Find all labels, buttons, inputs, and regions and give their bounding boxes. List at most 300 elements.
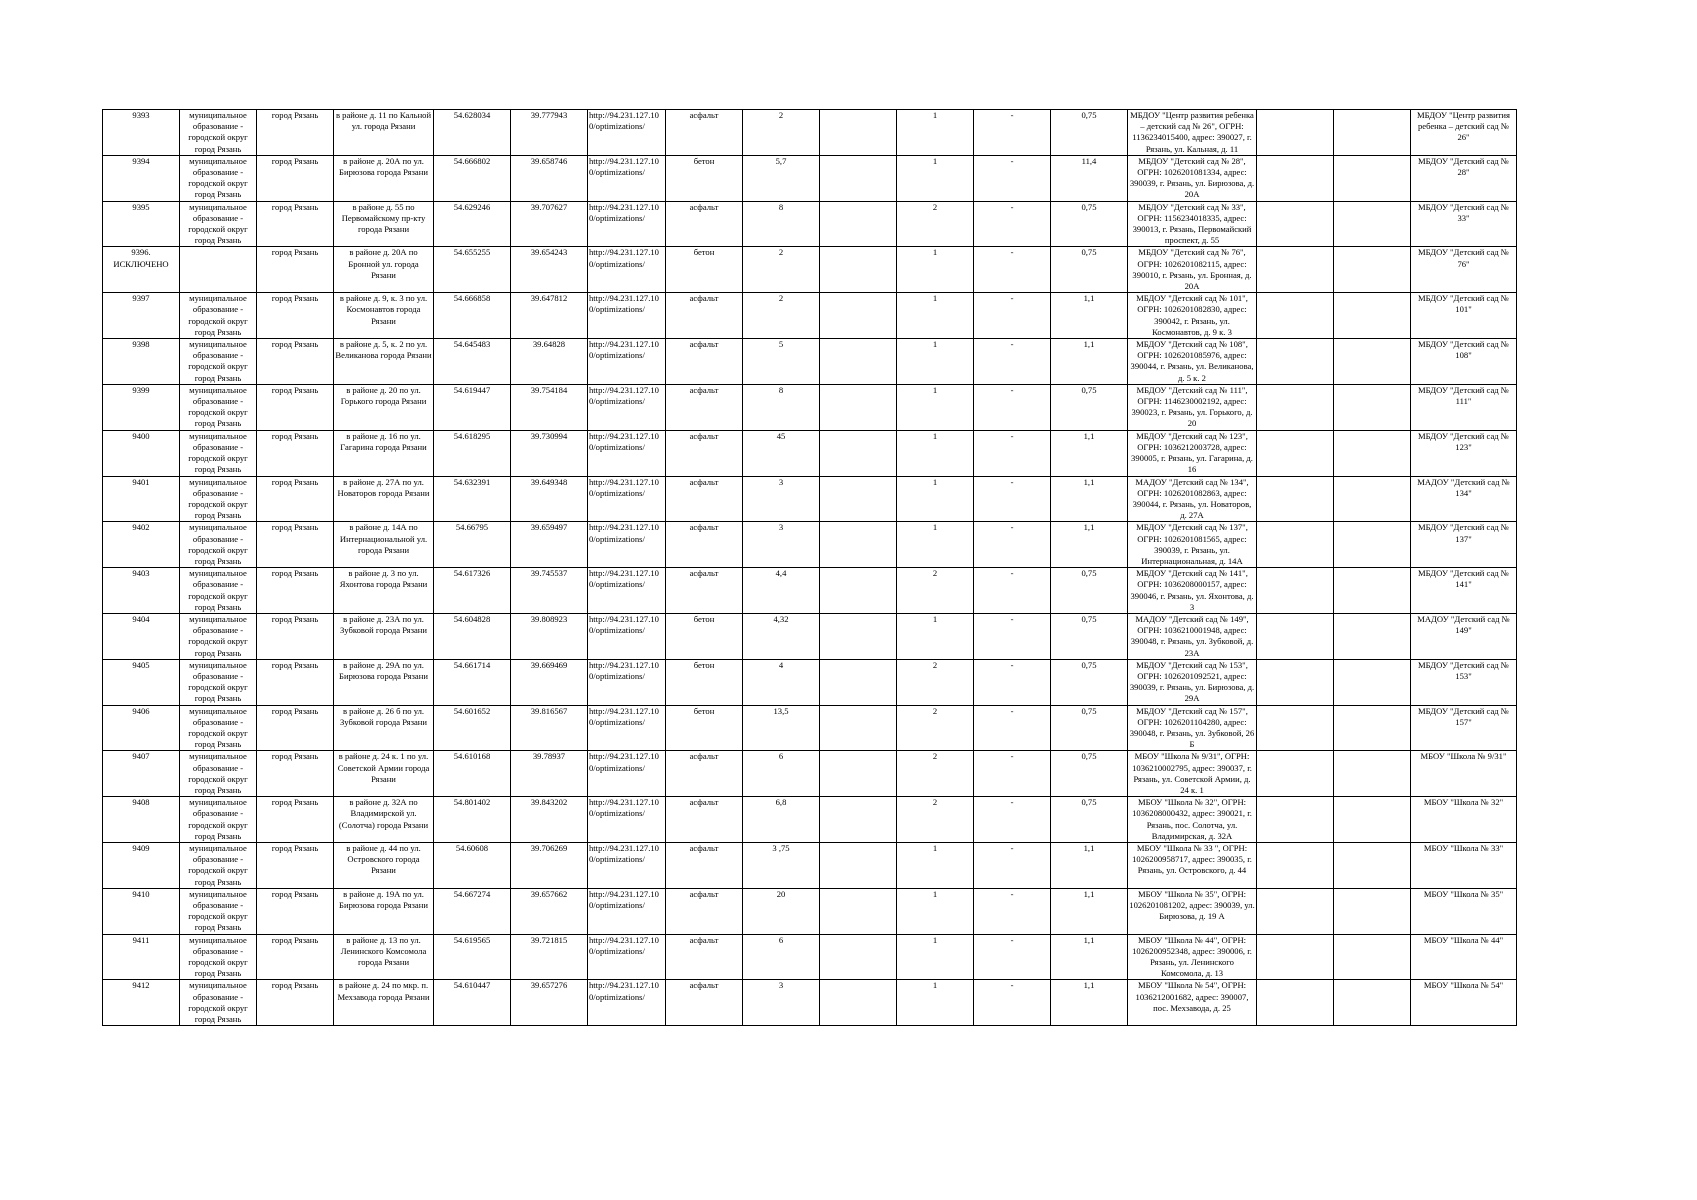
surface-cell: асфальт <box>666 430 743 476</box>
row-number-cell: 9405 <box>103 659 180 705</box>
locality-cell: город Рязань <box>257 476 334 522</box>
table-row <box>103 934 1517 980</box>
empty-cell <box>1334 201 1411 247</box>
latitude-cell: 54.628034 <box>434 110 511 156</box>
location-cell: в районе д. 11 по Кальной ул. города Рязани <box>334 110 434 156</box>
empty-cell <box>820 659 897 705</box>
municipality-cell: муниципальное образование - городской округ город Рязань <box>180 797 257 843</box>
surface-cell: асфальт <box>666 980 743 1026</box>
location-cell: в районе д. 20А по Бронной ул. города Рязани <box>334 247 434 293</box>
link-cell: http://94.231.127.10 0/optimizations/ <box>588 613 666 659</box>
empty-cell <box>820 980 897 1026</box>
owner-cell: МБОУ "Школа № 9/31", ОГРН: 1036210002795, адрес: 390037, г. Рязань, ул. Советской Армии, д. 24 к. 1 <box>1128 751 1257 797</box>
volume-cell: 1,1 <box>1051 522 1128 568</box>
municipality-cell: муниципальное образование - городской округ город Рязань <box>180 934 257 980</box>
source-org-cell: МБОУ "Школа № 44" <box>1411 934 1517 980</box>
containers-cell: 2 <box>897 705 974 751</box>
empty-cell <box>820 155 897 201</box>
location-cell: в районе д. 23А по ул. Зубковой города Рязани <box>334 613 434 659</box>
link-cell: http://94.231.127.10 0/optimizations/ <box>588 705 666 751</box>
volume-cell: 11,4 <box>1051 155 1128 201</box>
longitude-cell: 39.657662 <box>511 888 588 934</box>
locality-cell: город Рязань <box>257 430 334 476</box>
owner-cell: МБДОУ "Детский сад № 33", ОГРН: 1156234018335, адрес: 390013, г. Рязань, Первомайский проспект, д. 55 <box>1128 201 1257 247</box>
source-org-cell: МБДОУ "Детский сад № 153" <box>1411 659 1517 705</box>
owner-cell: МБДОУ "Детский сад № 137", ОГРН: 1026201081565, адрес: 390039, г. Рязань, ул. Интернациональная, д. 14А <box>1128 522 1257 568</box>
location-cell: в районе д. 29А по ул. Бирюзова города Рязани <box>334 659 434 705</box>
surface-cell: асфальт <box>666 201 743 247</box>
surface-cell: асфальт <box>666 934 743 980</box>
municipality-cell: муниципальное образование - городской округ город Рязань <box>180 568 257 614</box>
volume-cell: 1,1 <box>1051 430 1128 476</box>
latitude-cell: 54.618295 <box>434 430 511 476</box>
area-cell: 4 <box>743 659 820 705</box>
area-cell: 45 <box>743 430 820 476</box>
link-cell: http://94.231.127.10 0/optimizations/ <box>588 476 666 522</box>
source-org-cell: МБОУ "Школа № 54" <box>1411 980 1517 1026</box>
row-number-cell: 9394 <box>103 155 180 201</box>
latitude-cell: 54.645483 <box>434 339 511 385</box>
area-cell: 2 <box>743 247 820 293</box>
link-cell: http://94.231.127.10 0/optimizations/ <box>588 339 666 385</box>
latitude-cell: 54.619447 <box>434 384 511 430</box>
surface-cell: асфальт <box>666 751 743 797</box>
area-cell: 20 <box>743 888 820 934</box>
longitude-cell: 39.706269 <box>511 843 588 889</box>
empty-cell <box>1257 155 1334 201</box>
link-cell: http://94.231.127.10 0/optimizations/ <box>588 247 666 293</box>
longitude-cell: 39.745537 <box>511 568 588 614</box>
surface-cell: бетон <box>666 705 743 751</box>
table-row <box>103 888 1517 934</box>
location-cell: в районе д. 27А по ул. Новаторов города Рязани <box>334 476 434 522</box>
municipality-cell: муниципальное образование - городской округ город Рязань <box>180 430 257 476</box>
volume-cell: 0,75 <box>1051 613 1128 659</box>
row-number-cell: 9410 <box>103 888 180 934</box>
municipality-cell: муниципальное образование - городской округ город Рязань <box>180 155 257 201</box>
longitude-cell: 39.654243 <box>511 247 588 293</box>
area-cell: 4,4 <box>743 568 820 614</box>
empty-cell <box>1334 293 1411 339</box>
source-org-cell: МБДОУ "Детский сад № 111" <box>1411 384 1517 430</box>
volume-cell: 0,75 <box>1051 384 1128 430</box>
volume-cell: 1,1 <box>1051 843 1128 889</box>
location-cell: в районе д. 16 по ул. Гагарина города Рязани <box>334 430 434 476</box>
volume-cell: 1,1 <box>1051 888 1128 934</box>
empty-cell <box>1334 339 1411 385</box>
owner-cell: МБОУ "Школа № 32", ОГРН: 1036208000432, адрес: 390021, г. Рязань, пос. Солотча, ул. Владимирская, д. 32А <box>1128 797 1257 843</box>
link-cell: http://94.231.127.10 0/optimizations/ <box>588 110 666 156</box>
link-cell: http://94.231.127.10 0/optimizations/ <box>588 659 666 705</box>
volume-cell: 0,75 <box>1051 247 1128 293</box>
locality-cell: город Рязань <box>257 293 334 339</box>
empty-cell <box>1334 476 1411 522</box>
longitude-cell: 39.657276 <box>511 980 588 1026</box>
containers-cell: 1 <box>897 613 974 659</box>
source-org-cell: МБДОУ "Детский сад № 101" <box>1411 293 1517 339</box>
longitude-cell: 39.649348 <box>511 476 588 522</box>
volume-cell: 1,1 <box>1051 934 1128 980</box>
latitude-cell: 54.610168 <box>434 751 511 797</box>
table-row <box>103 980 1517 1026</box>
empty-cell <box>1334 613 1411 659</box>
municipality-cell: муниципальное образование - городской округ город Рязань <box>180 980 257 1026</box>
dash-cell: - <box>974 384 1051 430</box>
empty-cell <box>1334 980 1411 1026</box>
locality-cell: город Рязань <box>257 384 334 430</box>
table-row <box>103 522 1517 568</box>
empty-cell <box>1257 339 1334 385</box>
latitude-cell: 54.655255 <box>434 247 511 293</box>
containers-cell: 1 <box>897 430 974 476</box>
row-number-cell: 9401 <box>103 476 180 522</box>
volume-cell: 0,75 <box>1051 659 1128 705</box>
empty-cell <box>1257 888 1334 934</box>
area-cell: 13,5 <box>743 705 820 751</box>
volume-cell: 1,1 <box>1051 293 1128 339</box>
source-org-cell: МБОУ "Школа № 35" <box>1411 888 1517 934</box>
area-cell: 8 <box>743 201 820 247</box>
locality-cell: город Рязань <box>257 659 334 705</box>
row-number-cell: 9407 <box>103 751 180 797</box>
longitude-cell: 39.777943 <box>511 110 588 156</box>
dash-cell: - <box>974 568 1051 614</box>
longitude-cell: 39.658746 <box>511 155 588 201</box>
empty-cell <box>1257 797 1334 843</box>
area-cell: 3 <box>743 522 820 568</box>
owner-cell: МБДОУ "Детский сад № 157", ОГРН: 1026201104280, адрес: 390048, г. Рязань, ул. Зубковой, 26 Б <box>1128 705 1257 751</box>
containers-cell: 1 <box>897 384 974 430</box>
longitude-cell: 39.808923 <box>511 613 588 659</box>
row-number-cell: 9406 <box>103 705 180 751</box>
table-row <box>103 384 1517 430</box>
link-cell: http://94.231.127.10 0/optimizations/ <box>588 751 666 797</box>
dash-cell: - <box>974 888 1051 934</box>
location-cell: в районе д. 20А по ул. Бирюзова города Рязани <box>334 155 434 201</box>
empty-cell <box>820 476 897 522</box>
empty-cell <box>820 751 897 797</box>
surface-cell: бетон <box>666 155 743 201</box>
table-row <box>103 705 1517 751</box>
location-cell: в районе д. 13 по ул. Ленинского Комсомола города Рязани <box>334 934 434 980</box>
municipality-cell: муниципальное образование - городской округ город Рязань <box>180 522 257 568</box>
table-row <box>103 843 1517 889</box>
surface-cell: асфальт <box>666 797 743 843</box>
containers-cell: 1 <box>897 980 974 1026</box>
area-cell: 8 <box>743 384 820 430</box>
empty-cell <box>1257 201 1334 247</box>
locality-cell: город Рязань <box>257 110 334 156</box>
table-body <box>103 110 1517 1026</box>
row-number-cell: 9409 <box>103 843 180 889</box>
locality-cell: город Рязань <box>257 934 334 980</box>
owner-cell: МБДОУ "Детский сад № 101", ОГРН: 1026201082830, адрес: 390042, г. Рязань, ул. Космонавтов, д. 9 к. 3 <box>1128 293 1257 339</box>
longitude-cell: 39.669469 <box>511 659 588 705</box>
empty-cell <box>1334 568 1411 614</box>
containers-cell: 1 <box>897 293 974 339</box>
table-row <box>103 568 1517 614</box>
containers-cell: 1 <box>897 476 974 522</box>
surface-cell: асфальт <box>666 568 743 614</box>
dash-cell: - <box>974 293 1051 339</box>
area-cell: 5,7 <box>743 155 820 201</box>
empty-cell <box>1334 110 1411 156</box>
table-row <box>103 201 1517 247</box>
empty-cell <box>1257 430 1334 476</box>
location-cell: в районе д. 19А по ул. Бирюзова города Рязани <box>334 888 434 934</box>
link-cell: http://94.231.127.10 0/optimizations/ <box>588 568 666 614</box>
volume-cell: 0,75 <box>1051 797 1128 843</box>
surface-cell: асфальт <box>666 476 743 522</box>
table-row <box>103 613 1517 659</box>
locality-cell: город Рязань <box>257 613 334 659</box>
table-row <box>103 110 1517 156</box>
table-row <box>103 659 1517 705</box>
owner-cell: МБДОУ "Детский сад № 28", ОГРН: 1026201081334, адрес: 390039, г. Рязань, ул. Бирюзова, д. 20А <box>1128 155 1257 201</box>
row-number-cell: 9411 <box>103 934 180 980</box>
area-cell: 3 <box>743 980 820 1026</box>
empty-cell <box>1257 751 1334 797</box>
row-number-cell: 9395 <box>103 201 180 247</box>
latitude-cell: 54.666802 <box>434 155 511 201</box>
location-cell: в районе д. 9, к. 3 по ул. Космонавтов города Рязани <box>334 293 434 339</box>
empty-cell <box>1334 797 1411 843</box>
data-table <box>102 109 1517 1026</box>
longitude-cell: 39.78937 <box>511 751 588 797</box>
empty-cell <box>1334 522 1411 568</box>
link-cell: http://94.231.127.10 0/optimizations/ <box>588 888 666 934</box>
row-number-cell: 9402 <box>103 522 180 568</box>
empty-cell <box>1334 430 1411 476</box>
empty-cell <box>1257 476 1334 522</box>
longitude-cell: 39.816567 <box>511 705 588 751</box>
surface-cell: бетон <box>666 613 743 659</box>
surface-cell: асфальт <box>666 110 743 156</box>
row-number-cell: 9396. ИСКЛЮЧЕНО <box>103 247 180 293</box>
empty-cell <box>820 568 897 614</box>
municipality-cell: муниципальное образование - городской округ город Рязань <box>180 705 257 751</box>
longitude-cell: 39.647812 <box>511 293 588 339</box>
link-cell: http://94.231.127.10 0/optimizations/ <box>588 430 666 476</box>
surface-cell: бетон <box>666 659 743 705</box>
municipality-cell <box>180 247 257 293</box>
location-cell: в районе д. 55 по Первомайскому пр-кту города Рязани <box>334 201 434 247</box>
longitude-cell: 39.754184 <box>511 384 588 430</box>
empty-cell <box>1257 613 1334 659</box>
empty-cell <box>1257 568 1334 614</box>
containers-cell: 1 <box>897 247 974 293</box>
source-org-cell: МБДОУ "Детский сад № 157" <box>1411 705 1517 751</box>
empty-cell <box>820 843 897 889</box>
latitude-cell: 54.801402 <box>434 797 511 843</box>
source-org-cell: МБДОУ "Детский сад № 141" <box>1411 568 1517 614</box>
municipality-cell: муниципальное образование - городской округ город Рязань <box>180 659 257 705</box>
table-row <box>103 247 1517 293</box>
dash-cell: - <box>974 980 1051 1026</box>
containers-cell: 2 <box>897 659 974 705</box>
location-cell: в районе д. 32А по Владимирской ул. (Солотча) города Рязани <box>334 797 434 843</box>
empty-cell <box>820 705 897 751</box>
table-row <box>103 430 1517 476</box>
table-row <box>103 751 1517 797</box>
locality-cell: город Рязань <box>257 568 334 614</box>
empty-cell <box>820 797 897 843</box>
location-cell: в районе д. 24 к. 1 по ул. Советской Армии города Рязани <box>334 751 434 797</box>
location-cell: в районе д. 5, к. 2 по ул. Великанова города Рязани <box>334 339 434 385</box>
location-cell: в районе д. 24 по мкр. п. Мехзавода города Рязани <box>334 980 434 1026</box>
table-row <box>103 155 1517 201</box>
locality-cell: город Рязань <box>257 888 334 934</box>
empty-cell <box>820 888 897 934</box>
volume-cell: 1,1 <box>1051 980 1128 1026</box>
empty-cell <box>1257 293 1334 339</box>
empty-cell <box>1257 659 1334 705</box>
empty-cell <box>1257 980 1334 1026</box>
source-org-cell: МБДОУ "Детский сад № 76" <box>1411 247 1517 293</box>
location-cell: в районе д. 20 по ул. Горького города Рязани <box>334 384 434 430</box>
containers-cell: 2 <box>897 201 974 247</box>
dash-cell: - <box>974 705 1051 751</box>
latitude-cell: 54.610447 <box>434 980 511 1026</box>
longitude-cell: 39.707627 <box>511 201 588 247</box>
owner-cell: МБДОУ "Детский сад № 141", ОГРН: 1036208000157, адрес: 390046, г. Рязань, ул. Яхонтова, д. 3 <box>1128 568 1257 614</box>
area-cell: 3 ,75 <box>743 843 820 889</box>
area-cell: 3 <box>743 476 820 522</box>
row-number-cell: 9403 <box>103 568 180 614</box>
empty-cell <box>1334 888 1411 934</box>
latitude-cell: 54.666858 <box>434 293 511 339</box>
row-number-cell: 9412 <box>103 980 180 1026</box>
dash-cell: - <box>974 339 1051 385</box>
owner-cell: МБДОУ "Детский сад № 108", ОГРН: 1026201085976, адрес: 390044, г. Рязань, ул. Великанова, д. 5 к. 2 <box>1128 339 1257 385</box>
dash-cell: - <box>974 613 1051 659</box>
containers-cell: 1 <box>897 934 974 980</box>
municipality-cell: муниципальное образование - городской округ город Рязань <box>180 110 257 156</box>
area-cell: 6,8 <box>743 797 820 843</box>
longitude-cell: 39.843202 <box>511 797 588 843</box>
surface-cell: асфальт <box>666 384 743 430</box>
latitude-cell: 54.60608 <box>434 843 511 889</box>
empty-cell <box>1257 247 1334 293</box>
locality-cell: город Рязань <box>257 522 334 568</box>
dash-cell: - <box>974 522 1051 568</box>
surface-cell: асфальт <box>666 293 743 339</box>
longitude-cell: 39.659497 <box>511 522 588 568</box>
empty-cell <box>1334 751 1411 797</box>
link-cell: http://94.231.127.10 0/optimizations/ <box>588 797 666 843</box>
empty-cell <box>820 201 897 247</box>
row-number-cell: 9398 <box>103 339 180 385</box>
municipality-cell: муниципальное образование - городской округ город Рязань <box>180 613 257 659</box>
empty-cell <box>1257 843 1334 889</box>
source-org-cell: МБОУ "Школа № 9/31" <box>1411 751 1517 797</box>
latitude-cell: 54.601652 <box>434 705 511 751</box>
containers-cell: 1 <box>897 110 974 156</box>
empty-cell <box>1257 705 1334 751</box>
locality-cell: город Рязань <box>257 339 334 385</box>
row-number-cell: 9408 <box>103 797 180 843</box>
empty-cell <box>820 430 897 476</box>
municipality-cell: муниципальное образование - городской округ город Рязань <box>180 476 257 522</box>
empty-cell <box>820 934 897 980</box>
volume-cell: 0,75 <box>1051 201 1128 247</box>
municipality-cell: муниципальное образование - городской округ город Рязань <box>180 201 257 247</box>
area-cell: 6 <box>743 934 820 980</box>
volume-cell: 0,75 <box>1051 705 1128 751</box>
dash-cell: - <box>974 247 1051 293</box>
locality-cell: город Рязань <box>257 843 334 889</box>
surface-cell: асфальт <box>666 339 743 385</box>
municipality-cell: муниципальное образование - городской округ город Рязань <box>180 751 257 797</box>
longitude-cell: 39.721815 <box>511 934 588 980</box>
location-cell: в районе д. 44 по ул. Островского города Рязани <box>334 843 434 889</box>
link-cell: http://94.231.127.10 0/optimizations/ <box>588 980 666 1026</box>
table-row <box>103 293 1517 339</box>
surface-cell: асфальт <box>666 843 743 889</box>
empty-cell <box>1257 110 1334 156</box>
empty-cell <box>820 293 897 339</box>
locality-cell: город Рязань <box>257 797 334 843</box>
containers-cell: 1 <box>897 155 974 201</box>
latitude-cell: 54.629246 <box>434 201 511 247</box>
empty-cell <box>1334 659 1411 705</box>
dash-cell: - <box>974 430 1051 476</box>
row-number-cell: 9399 <box>103 384 180 430</box>
source-org-cell: МБОУ "Школа № 32" <box>1411 797 1517 843</box>
owner-cell: МБОУ "Школа № 54", ОГРН: 1036212001682, адрес: 390007, пос. Мехзавода, д. 25 <box>1128 980 1257 1026</box>
owner-cell: МБДОУ "Детский сад № 123", ОГРН: 1036212003728, адрес: 390005, г. Рязань, ул. Гагарина, д. 16 <box>1128 430 1257 476</box>
dash-cell: - <box>974 476 1051 522</box>
owner-cell: МБДОУ "Детский сад № 153", ОГРН: 1026201092521, адрес: 390039, г. Рязань, ул. Бирюзова, д. 29А <box>1128 659 1257 705</box>
source-org-cell: МБДОУ "Детский сад № 33" <box>1411 201 1517 247</box>
link-cell: http://94.231.127.10 0/optimizations/ <box>588 522 666 568</box>
locality-cell: город Рязань <box>257 155 334 201</box>
link-cell: http://94.231.127.10 0/optimizations/ <box>588 293 666 339</box>
containers-cell: 1 <box>897 888 974 934</box>
containers-cell: 1 <box>897 339 974 385</box>
owner-cell: МБДОУ "Детский сад № 76", ОГРН: 1026201082115, адрес: 390010, г. Рязань, ул. Бронная, д. 20А <box>1128 247 1257 293</box>
volume-cell: 1,1 <box>1051 476 1128 522</box>
locality-cell: город Рязань <box>257 247 334 293</box>
dash-cell: - <box>974 110 1051 156</box>
empty-cell <box>820 339 897 385</box>
empty-cell <box>1334 705 1411 751</box>
table-row <box>103 339 1517 385</box>
owner-cell: МБОУ "Школа № 35", ОГРН: 1026201081202, адрес: 390039, ул. Бирюзова, д. 19 А <box>1128 888 1257 934</box>
municipality-cell: муниципальное образование - городской округ город Рязань <box>180 843 257 889</box>
longitude-cell: 39.730994 <box>511 430 588 476</box>
empty-cell <box>820 384 897 430</box>
empty-cell <box>1334 247 1411 293</box>
table-row <box>103 476 1517 522</box>
source-org-cell: МБДОУ "Центр развития ребенка – детский сад № 26" <box>1411 110 1517 156</box>
volume-cell: 1,1 <box>1051 339 1128 385</box>
containers-cell: 2 <box>897 797 974 843</box>
owner-cell: МБДОУ "Детский сад № 111", ОГРН: 1146230002192, адрес: 390023, г. Рязань, ул. Горького, д. 20 <box>1128 384 1257 430</box>
source-org-cell: МАДОУ "Детский сад № 149" <box>1411 613 1517 659</box>
area-cell: 5 <box>743 339 820 385</box>
dash-cell: - <box>974 797 1051 843</box>
owner-cell: МАДОУ "Детский сад № 149", ОГРН: 1036210001948, адрес: 390048, г. Рязань, ул. Зубковой, д. 23А <box>1128 613 1257 659</box>
empty-cell <box>1334 155 1411 201</box>
source-org-cell: МБДОУ "Детский сад № 137" <box>1411 522 1517 568</box>
empty-cell <box>820 110 897 156</box>
source-org-cell: МАДОУ "Детский сад № 134" <box>1411 476 1517 522</box>
link-cell: http://94.231.127.10 0/optimizations/ <box>588 384 666 430</box>
dash-cell: - <box>974 659 1051 705</box>
municipality-cell: муниципальное образование - городской округ город Рязань <box>180 293 257 339</box>
locality-cell: город Рязань <box>257 751 334 797</box>
